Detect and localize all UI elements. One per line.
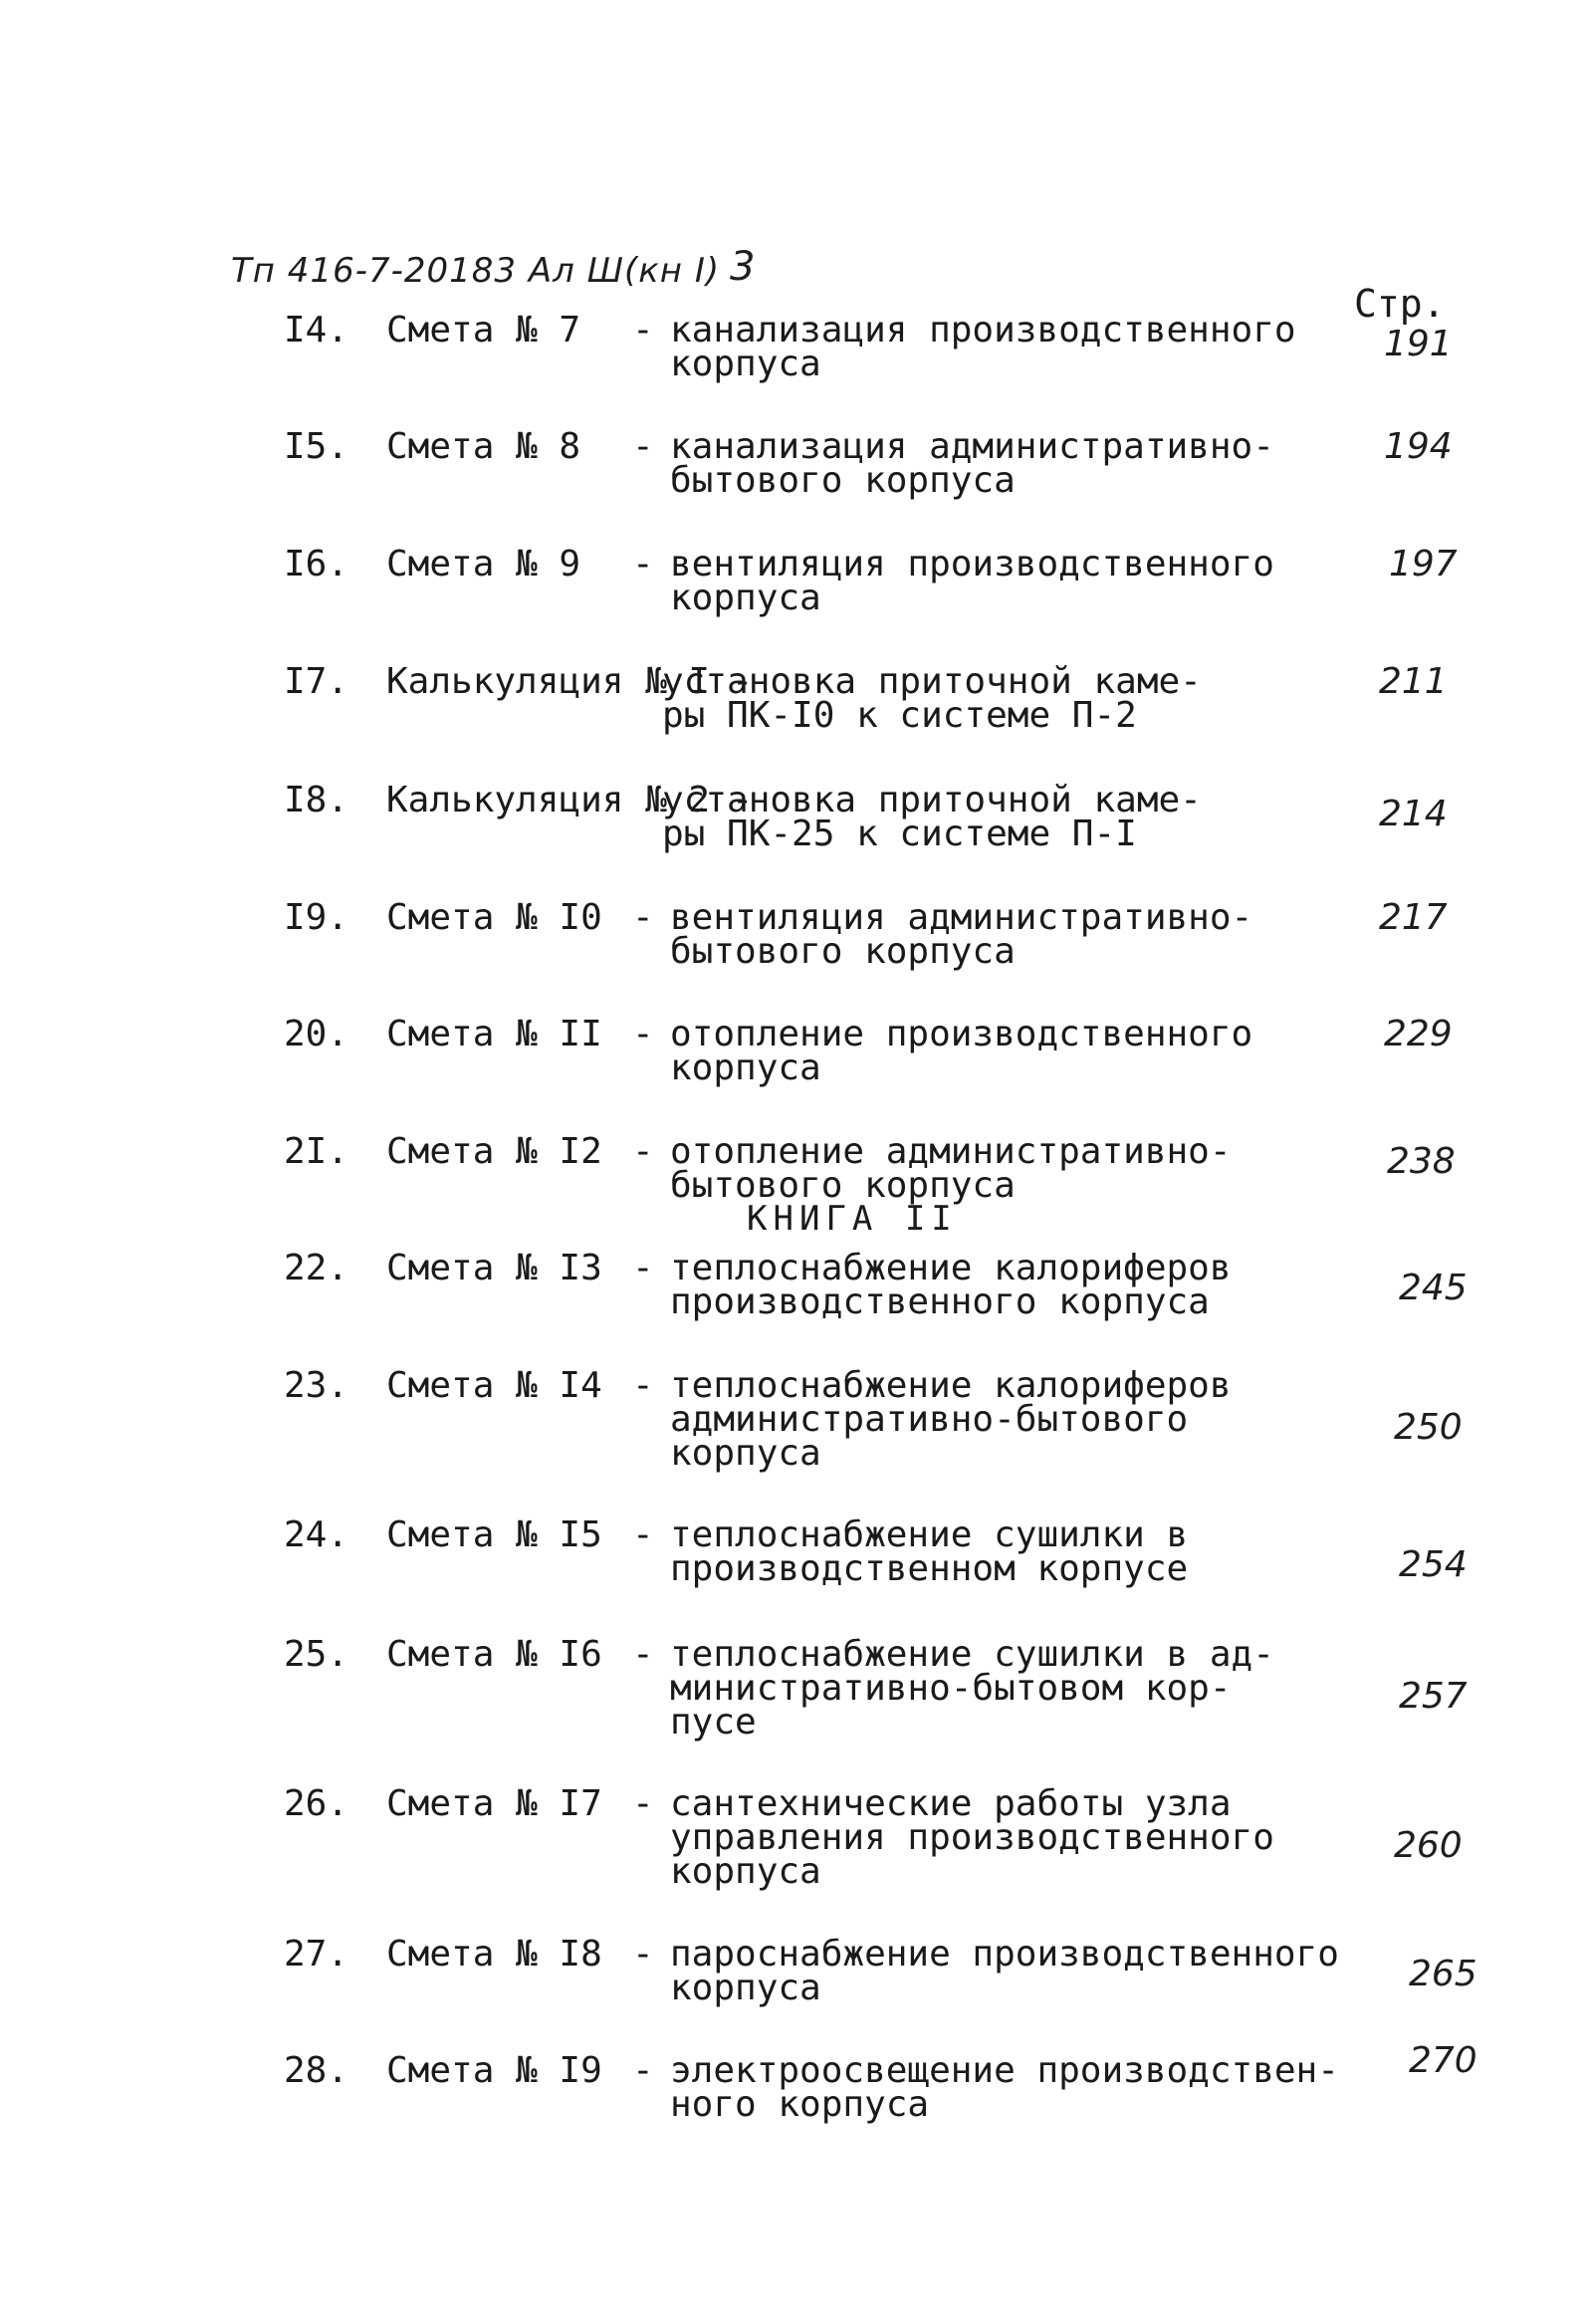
entry-kind: Калькуляция № I -	[386, 661, 754, 702]
description-line: пусе	[670, 1702, 757, 1743]
description-line: вентиляция административно-	[670, 897, 1253, 938]
entry-page-number: 217	[1379, 897, 1448, 938]
entry-page-number: 229	[1384, 1014, 1453, 1054]
entry-page-number: 265	[1409, 1954, 1477, 1994]
page-column-heading: Стр.	[1354, 282, 1446, 326]
entry-description	[670, 1014, 1253, 1088]
description-line: теплоснабжение калориферов	[670, 1365, 1232, 1406]
entry-description	[670, 897, 1253, 972]
description-line: корпуса	[670, 1851, 821, 1892]
description-line: канализация административно-	[670, 426, 1274, 467]
description-line: производственном корпусе	[670, 1548, 1189, 1589]
entry-number: 22.	[284, 1248, 349, 1288]
entry-dash: -	[632, 1365, 654, 1406]
entry-dash: -	[632, 897, 654, 938]
entry-description	[662, 661, 1202, 736]
description-line: отопление административно-	[670, 1131, 1232, 1172]
description-line: отопление производственного	[670, 1014, 1253, 1054]
description-line: управления производственного	[670, 1817, 1274, 1858]
page-number: 3	[730, 244, 756, 290]
entry-dash: -	[632, 544, 654, 584]
description-line: ного корпуса	[670, 2084, 930, 2125]
entry-number: 26.	[284, 1783, 349, 1824]
entry-dash: -	[632, 310, 654, 350]
entry-number: I8.	[284, 780, 349, 820]
description-line: министративно-бытовом кор-	[670, 1668, 1232, 1709]
entry-kind: Смета № I7	[386, 1783, 602, 1824]
entry-page-number: 238	[1387, 1141, 1456, 1182]
entry-kind: Смета № I6	[386, 1634, 602, 1675]
description-line: корпуса	[670, 578, 821, 618]
entry-kind: Смета № I9	[386, 2050, 602, 2091]
description-line: корпуса	[670, 1047, 821, 1088]
description-line: бытового корпуса	[670, 460, 1016, 501]
entry-kind: Смета № I3	[386, 1248, 602, 1288]
entry-number: I6.	[284, 544, 349, 584]
description-line: канализация производственного	[670, 310, 1296, 350]
entry-kind: Смета № 8	[386, 426, 581, 467]
entry-dash: -	[632, 1783, 654, 1824]
entry-description	[670, 1248, 1232, 1322]
description-line: бытового корпуса	[670, 1165, 1016, 1206]
entry-description	[670, 1783, 1274, 1892]
entry-page-number: 250	[1394, 1407, 1463, 1448]
entry-page-number: 254	[1399, 1544, 1468, 1585]
entry-description	[670, 1514, 1189, 1589]
description-line: теплоснабжение сушилки в ад-	[670, 1634, 1274, 1675]
description-line: ры ПК-I0 к системе П-2	[662, 695, 1137, 736]
entry-kind: Смета № I4	[386, 1365, 602, 1406]
entry-page-number: 191	[1384, 324, 1453, 364]
entry-kind: Смета № 9	[386, 544, 581, 584]
description-line: электроосвещение производствен-	[670, 2050, 1339, 2091]
description-line: административно-бытового	[670, 1399, 1189, 1440]
entry-dash: -	[632, 1514, 654, 1555]
entry-description	[670, 544, 1274, 618]
entry-number: I7.	[284, 661, 349, 702]
entry-page-number: 211	[1379, 661, 1448, 702]
entry-kind: Смета № I2	[386, 1131, 602, 1172]
description-line: производственного корпуса	[670, 1281, 1210, 1322]
entry-description	[670, 2050, 1339, 2125]
description-line: установка приточной каме-	[662, 661, 1202, 702]
entry-page-number: 197	[1389, 544, 1458, 584]
entry-kind: Смета № II	[386, 1014, 602, 1054]
entry-kind: Смета № I5	[386, 1514, 602, 1555]
entry-number: 27.	[284, 1934, 349, 1975]
entry-dash: -	[632, 1634, 654, 1675]
entry-description	[670, 426, 1274, 501]
description-line: корпуса	[670, 1433, 821, 1474]
entry-dash: -	[632, 1014, 654, 1054]
entry-dash: -	[632, 1934, 654, 1975]
description-line: ры ПК-25 к системе П-I	[662, 813, 1137, 854]
entry-kind: Смета № 7	[386, 310, 581, 350]
entry-description	[670, 310, 1296, 384]
entry-kind: Калькуляция № 2 -	[386, 780, 754, 820]
entry-page-number: 257	[1399, 1676, 1468, 1717]
book-label: КНИГА II	[747, 1199, 958, 1239]
description-line: теплоснабжение сушилки в	[670, 1514, 1189, 1555]
description-line: теплоснабжение калориферов	[670, 1248, 1232, 1288]
entry-description	[662, 780, 1202, 854]
entry-page-number: 260	[1394, 1825, 1463, 1866]
entry-description	[670, 1365, 1232, 1474]
entry-description	[670, 1131, 1232, 1206]
description-line: корпуса	[670, 1968, 821, 2008]
entry-dash: -	[632, 1248, 654, 1288]
entry-dash: -	[632, 2050, 654, 2091]
entry-dash: -	[632, 426, 654, 467]
description-line: вентиляция производственного	[670, 544, 1274, 584]
entry-number: 28.	[284, 2050, 349, 2091]
entry-number: 23.	[284, 1365, 349, 1406]
entry-number: 20.	[284, 1014, 349, 1054]
entry-kind: Смета № I0	[386, 897, 602, 938]
entry-number: I4.	[284, 310, 349, 350]
entry-number: I5.	[284, 426, 349, 467]
entry-description	[670, 1634, 1274, 1743]
description-line: сантехнические работы узла	[670, 1783, 1232, 1824]
entry-description	[670, 1934, 1339, 2008]
description-line: корпуса	[670, 344, 821, 384]
entry-kind: Смета № I8	[386, 1934, 602, 1975]
entry-page-number: 194	[1384, 426, 1453, 467]
description-line: установка приточной каме-	[662, 780, 1202, 820]
document-code: Тп 416-7-20183 Ал Ш(кн I)	[231, 251, 721, 291]
description-line: бытового корпуса	[670, 931, 1016, 972]
description-line: пароснабжение производственного	[670, 1934, 1339, 1975]
entry-number: 24.	[284, 1514, 349, 1555]
entry-dash: -	[632, 1131, 654, 1172]
entry-number: 2I.	[284, 1131, 349, 1172]
entry-page-number: 214	[1379, 794, 1448, 834]
entry-page-number: 270	[1409, 2040, 1477, 2081]
entry-page-number: 245	[1399, 1268, 1468, 1308]
entry-number: I9.	[284, 897, 349, 938]
entry-number: 25.	[284, 1634, 349, 1675]
